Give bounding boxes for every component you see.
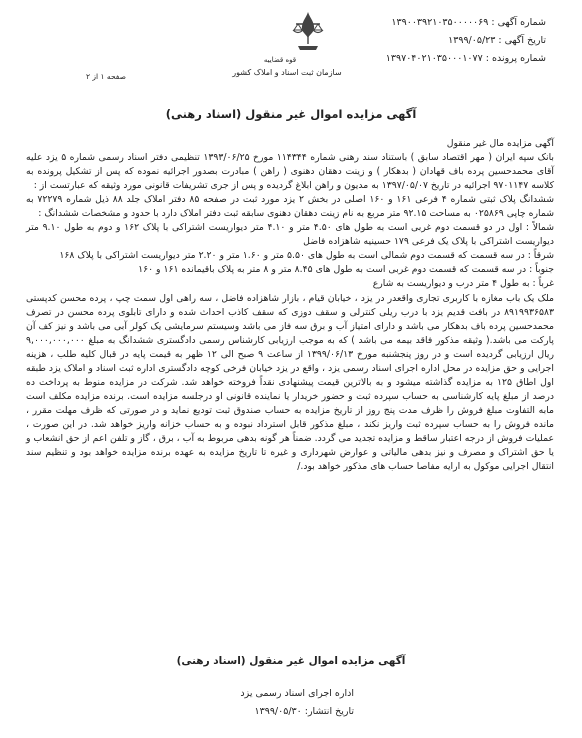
paragraph: شمالاً : اول در دو قسمت دوم غربی است به طول های ۴.۵۰ متر و ۴.۱۰ متر دیواریست اشتراکی با پلاک ۱۶۲ و دوم به طول ۹.۱۰ متر دیواریست اشتراکی با پلاک یک فرعی ۱۷۹ حسینیه شاهزاده فاضل: [26, 222, 554, 248]
ad-number: شماره آگهی : ۱۳۹۰۰۳۹۲۱۰۳۵۰۰۰۰۰۶۹: [391, 17, 546, 28]
footer-title: آگهی مزایده اموال غیر منقول (اسناد رهنی): [176, 655, 406, 667]
paragraph: بانک سپه ایران ( مهر اقتصاد سابق ) باستناد سند رهنی شماره ۱۱۴۳۴۴ مورخ ۱۳۹۳/۰۶/۲۵ تنظیمی دفتر اسناد رسمی شماره ۵ یزد علیه آقای محمدحسین پرده باف قهادان ( بدهکار ) و زینت دهقان دهنوی ( راهن ) مبادرت بصدور اجرائیه نموده که پس از تشکیل پرونده به کلاسه ۹۷۰۱۱۴۷ اجرائیه در تاریخ ۱۳۹۷/۰۵/۰۷ به مدیون و راهن ابلاغ گردیده و پس از جری تشریفات قانونی مورد وثیقه که عبارتست از :: [26, 152, 554, 192]
organization-name: سازمان ثبت اسناد و املاک کشور: [232, 68, 342, 77]
judiciary-emblem-icon: [288, 8, 328, 54]
paragraph: جنوباً : در سه قسمت که قسمت دوم غربی است به طول های ۸.۴۵ متر و ۸ متر به پلاک باقیمانده ۱۶۱ و ۱۶۰: [138, 264, 554, 276]
paragraph: شرقاً : در سه قسمت که قسمت دوم شمالی است به طول های ۵.۵۰ متر و ۱.۶۰ متر و ۲.۲۰ متر دیواریست اشتراکی با پلاک ۱۶۸: [59, 250, 554, 262]
page-number: صفحه ۱ از ۲: [86, 72, 126, 81]
ad-date: تاریخ آگهی : ۱۳۹۹/۰۵/۲۳: [448, 35, 546, 46]
header-meta: [386, 14, 546, 68]
notice-body: [26, 137, 554, 474]
paragraph: ششدانگ پلاک ثبتی شماره ۴ فرعی ۱۶۱ و ۱۶۰ اصلی در بخش ۲ یزد مورد ثبت در صفحه ۸۵ دفتر املاک جلد ۸۸ ذیل شماره ۷۲۲۷۹ به شماره چاپی ۰۲۵۸۶۹ به مساحت ۹۲.۱۵ متر مربع به نام زینت دهقان دهنوی سابقه ثبت دفتر املاک دارد با حدود و مشخصات ششدانگ :: [26, 194, 554, 220]
publish-date: تاریخ انتشار: ۱۳۹۹/۰۵/۳۰: [254, 706, 354, 717]
paragraph: آگهی مزایده مال غیر منقول: [446, 138, 554, 149]
paragraph: ملک یک باب مغازه با کاربری تجاری واقعدر در یزد ، خیابان قیام ، بازار شاهزاده فاضل ، سه راهی اول سمت چپ ، پرده محسن کدپستی ۸۹۱۹۹۳۶۵۸۳ در بافت قدیم یزد با درب ریلی کنترلی و سقف دوزی که سقف کاذب احداث شده و دارای تابلوی پرده محسن در تصرف محمدحسین پرده باف بدهکار می باشد و دارای امتیاز آب و برق سه فاز می باشد وسیستم سرمایشی یک کولر آبی می باشد و نیز کف آن پارکت می باشد.( وثیقه مذکور فاقد بیمه می باشد ) که به موجب ارزیابی کارشناس رسمی دادگستری ششدانگ به مبلغ ۹,۰۰۰,۰۰۰,۰۰۰ ریال ارزیابی گردیده است و در روز پنجشنبه مورخ ۱۳۹۹/۰۶/۱۳ از ساعت ۹ صبح الی ۱۲ ظهر به قیمت پایه در قبال کلیه طلب ، هزینه اجرایی و حق مزایده در محل اداره اجرای اسناد رسمی یزد ، واقع در یزد خیابان فرخی کوچه دادگستری اداره ثبت اسناد و املاک یزد طبقه اول اطاق ۱۲۵ به مزایده گذاشته میشود و به بالاترین قیمت پیشنهادی نقداً فروخته خواهد شد. شرکت در مزایده منوط به پرداخت ده درصد از مبلغ پایه کارشناسی به حساب سپرده ثبت و حضور خریدار یا نماینده قانونی او درجلسه مزایده است. برنده مزایده مکلف است مابه التفاوت مبلغ فروش را ظرف مدت پنج روز از تاریخ مزایده به حساب صندوق ثبت تودیع نماید و در صورتی که ظرف مهلت مقرر ، مانده فروش را به حساب سپرده ثبت واریز نکند ، مبلغ مذکور قابل استرداد نبوده و به حساب خزانه واریز خواهد شد. در این صورت ، عملیات فروش از درجه اعتبار ساقط و مزایده تجدید می گردد. ضمناً هر گونه بدهی مربوط به آب ، برق ، گاز و تلفن اعم از حق انشعاب و یا حق اشتراک و مصرف و نیز بدهی مالیاتی و عوارض شهرداری و غیره تا تاریخ مزایده به عهده برنده مزایده خواهد بود و تنظیم سند انتقال اجرایی موکول به ارایه مفاصا حساب های مذکور خواهد بود./: [26, 292, 554, 473]
issuing-office: اداره اجرای اسناد رسمی یزد: [240, 688, 354, 699]
paragraph: غرباً : به طول ۴ متر درب و دیواریست به شارع: [372, 278, 554, 290]
judiciary-label: قوه قضاییه: [263, 56, 297, 64]
notice-title: آگهی مزایده اموال غیر منقول (اسناد رهنی): [165, 107, 417, 121]
case-number: شماره پرونده : ۱۳۹۷۰۴۰۲۱۰۳۵۰۰۰۱۰۷۷: [385, 53, 546, 64]
